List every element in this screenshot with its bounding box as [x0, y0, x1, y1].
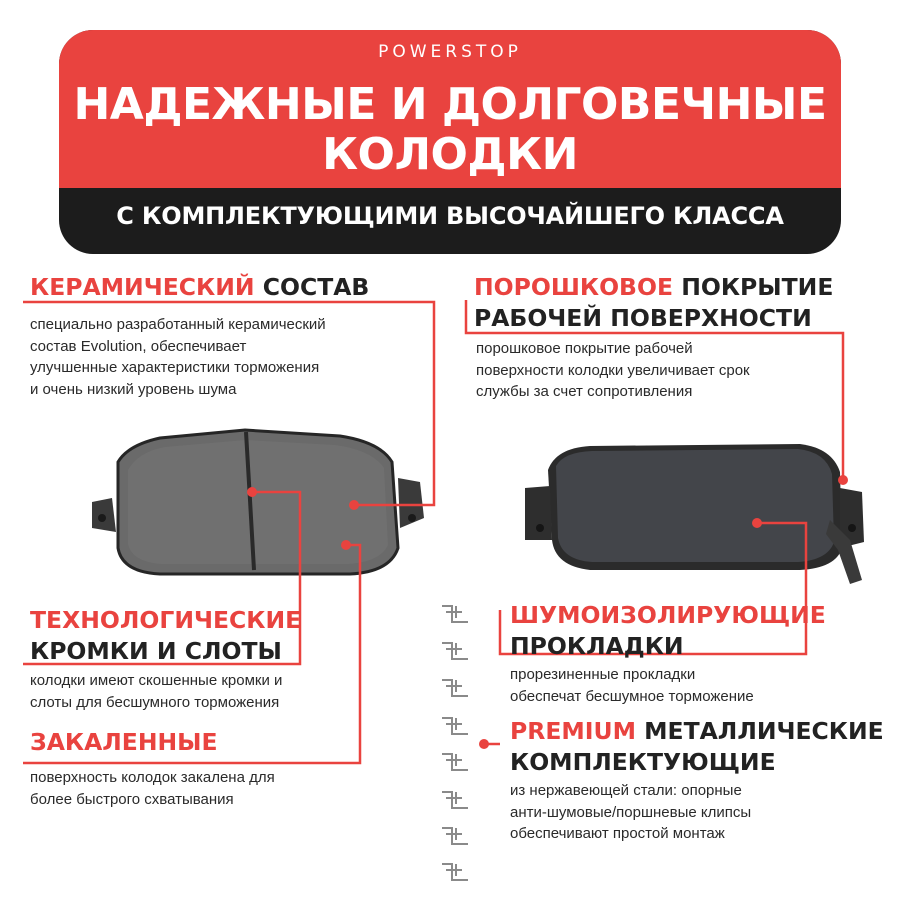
powder-description — [476, 338, 750, 403]
subheadline: С КОМПЛЕКТУЮЩИМИ ВЫСОЧАЙШЕГО КЛАССА — [116, 202, 784, 230]
brake-pad-friction-side — [92, 430, 424, 574]
hardware-clips — [442, 606, 468, 880]
powder-desc-line: поверхности колодки увеличивает срок — [476, 361, 750, 379]
ceramic-description — [30, 314, 326, 400]
premium-title-rest: МЕТАЛЛИЧЕСКИЕ — [635, 717, 884, 745]
ceramic-desc-line: улучшенные характеристики торможения — [30, 359, 320, 376]
ceramic-desc-line: и очень низкий уровень шума — [30, 380, 237, 398]
ceramic-desc-line: специально разработанный керамический — [30, 316, 326, 333]
powder-title — [474, 272, 833, 334]
premium-title-accent: PREMIUM — [510, 717, 636, 745]
ceramic-title-rest: СОСТАВ — [254, 273, 370, 301]
premium-desc-line: обеспечивают простой монтаж — [510, 825, 725, 842]
powder-desc-line: службы за счет сопротивления — [476, 383, 693, 400]
ceramic-title-accent: КЕРАМИЧЕСКИЙ — [30, 273, 255, 301]
edges-desc-line: слоты для бесшумного торможения — [30, 693, 280, 711]
hardened-title: ЗАКАЛЕННЫЕ — [30, 728, 218, 756]
edges-title-line-1: ТЕХНОЛОГИЧЕСКИЕ — [30, 606, 302, 634]
powder-title-rest: ПОКРЫТИЕ — [673, 273, 834, 301]
ceramic-title — [30, 272, 369, 303]
premium-desc-line: анти-шумовые/поршневые клипсы — [510, 803, 752, 821]
shims-title — [510, 600, 826, 662]
powder-title-line-2: РАБОЧЕЙ ПОВЕРХНОСТИ — [474, 304, 812, 332]
shims-title-line-2: ПРОКЛАДКИ — [510, 632, 684, 660]
headline-line-1: НАДЕЖНЫЕ И ДОЛГОВЕЧНЫЕ — [73, 79, 827, 130]
edges-desc-line: колодки имеют скошенные кромки и — [30, 672, 283, 689]
premium-description — [510, 780, 751, 845]
shims-desc-line: обеспечат бесшумное торможение — [510, 687, 754, 705]
shims-description — [510, 664, 754, 707]
premium-title-line-2: КОМПЛЕКТУЮЩИЕ — [510, 748, 776, 776]
powder-title-accent: ПОРОШКОВОЕ — [474, 273, 674, 301]
hardened-description — [30, 767, 275, 810]
premium-desc-line: из нержавеющей стали: опорные — [510, 782, 742, 799]
ceramic-desc-line: состав Evolution, обеспечивает — [30, 337, 247, 355]
premium-title — [510, 716, 884, 778]
brake-pad-back-side — [525, 444, 864, 584]
shims-desc-line: прорезиненные прокладки — [510, 666, 696, 683]
edges-title-line-2: КРОМКИ И СЛОТЫ — [30, 637, 282, 665]
headline-line-2: КОЛОДКИ — [322, 129, 578, 180]
shims-title-line-1: ШУМОИЗОЛИРУЮЩИЕ — [510, 601, 826, 629]
powder-desc-line: порошковое покрытие рабочей — [476, 340, 693, 357]
edges-title — [30, 605, 301, 667]
hardened-desc-line: более быстрого схватывания — [30, 790, 234, 808]
brand-logo: POWERSTOP — [378, 42, 522, 62]
hardened-desc-line: поверхность колодок закалена для — [30, 769, 275, 786]
edges-description — [30, 670, 282, 713]
